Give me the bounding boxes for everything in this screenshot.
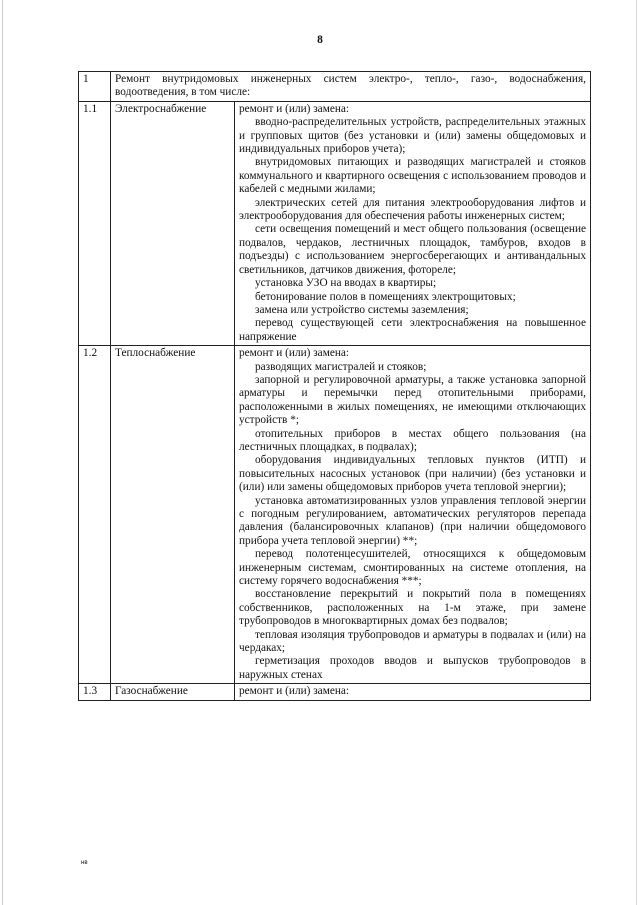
works-paragraph: электрических сетей для питания электрооборудования лифтов и электрооборудования для обеспечения работы инженерных систем; — [239, 196, 586, 223]
row-title: Газоснабжение — [111, 684, 235, 700]
row-works — [235, 684, 591, 700]
row-title: Теплоснабжение — [111, 346, 235, 684]
works-paragraph: тепловая изоляция трубопроводов и арматуры в подвалах и (или) на чердаках; — [239, 628, 586, 655]
works-paragraph: бетонирование полов в помещениях электрощитовых; — [255, 290, 516, 303]
table-row-1-3 — [79, 684, 591, 700]
works-paragraph: замена или устройство системы заземления; — [255, 303, 469, 316]
table-row-1-1 — [79, 101, 591, 345]
row-number: 1.3 — [79, 684, 111, 700]
row-title: Ремонт внутридомовых инженерных систем электро-, тепло-, газо-, водоснабжения, водоотведения, в том числе: — [111, 72, 591, 102]
works-table — [78, 71, 591, 701]
page-number: 8 — [317, 34, 323, 46]
works-paragraph: ремонт и (или) замена: — [239, 102, 350, 115]
footer-mark: нв — [81, 860, 88, 866]
works-paragraph: вводно-распределительных устройств, распределительных этажных и групповых щитов (без установки и (или) замены общедомовых и индивидуальных приборов учета); — [239, 116, 586, 156]
works-paragraph: гермeтизация проходов вводов и выпусков трубопроводов в наружных стенах — [239, 655, 586, 681]
works-paragraph: ремонт и (или) замена: — [239, 347, 350, 360]
row-works — [235, 101, 591, 345]
works-paragraph: сети освещения помещений и мест общего пользования (освещение подвалов, чердаков, лестничных площадок, тамбуров, входов в подъезды) с использованием энергосберегающих и антивандальных светильников, датчиков движения, фотореле; — [239, 223, 586, 276]
table-row-1-2 — [79, 346, 591, 684]
works-paragraph: запорной и регулировочной арматуры, а также установка запорной арматуры и перемычки перед отопительными приборами, расположенными в жилых помещениях, не имеющими отключающих устройств *; — [239, 373, 586, 427]
works-paragraph: ремонт и (или) замена: — [239, 685, 350, 698]
row-title: Электроснабжение — [111, 101, 235, 345]
row-number: 1.1 — [79, 101, 111, 345]
row-works — [235, 346, 591, 684]
works-paragraph: оборудования индивидуальных тепловых пунктов (ИТП) и повысительных насосных установок (при наличии) (без установки и (или) или замены общедомовых приборов учета тепловой энергии); — [239, 454, 586, 494]
row-number: 1.2 — [79, 346, 111, 684]
works-paragraph: разводящих магистралей и стояков; — [255, 360, 427, 373]
row-number: 1 — [79, 72, 111, 102]
works-paragraph: внутридомовых питающих и разводящих магистралей и стояков коммунального и квартирного освещения с использованием проводов и кабелей с медными жилами; — [239, 156, 586, 196]
works-paragraph: восстановление перекрытий и покрытий пола в помещениях собственников, расположенных на 1-м этаже, при замене трубопроводов в многоквартирных домах без подвалов; — [239, 588, 586, 628]
scan-edge-right — [636, 0, 637, 905]
works-paragraph: установка автоматизированных узлов управления тепловой энергии с погодным регулированием, автоматических регуляторов перепада давления (балансировочных клапанов) (при наличии общедомового прибора учета тепловой энергии) **; — [239, 494, 586, 547]
works-paragraph: перевод полотенцесушителей, относящихся к общедомовым инженерным системам, смонтированных на системе отопления, на систему горячего водоснабжения ***; — [239, 548, 586, 588]
works-paragraph: отопительных приборов в местах общего пользования (на лестничных площадках, в подвалах); — [239, 427, 586, 453]
works-paragraph: установка УЗО на вводах в квартиры; — [255, 277, 437, 290]
scan-edge-left — [2, 0, 3, 905]
table-row-1 — [79, 72, 591, 102]
works-paragraph: перевод существующей сети электроснабжения на повышенное напряжение — [239, 317, 586, 343]
